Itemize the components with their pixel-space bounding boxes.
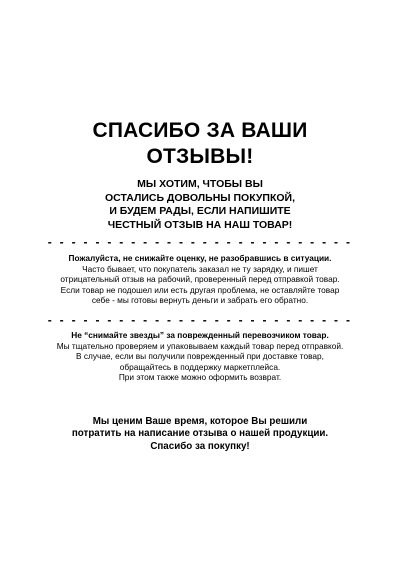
dashed-divider: - - - - - - - - - - - - - - - - - - - - - - - - - -	[47, 313, 353, 327]
section-text-line: Мы тщательно проверяем и упаковываем каждый товар перед отправкой.	[56, 340, 344, 351]
closing-line: Мы ценим Ваше время, которое Вы решили	[92, 416, 308, 427]
section-heading: Не “снимайте звезды” за поврежденный перевозчиком товар.	[71, 330, 329, 340]
title-line: СПАСИБО ЗА ВАШИ	[92, 119, 308, 142]
damaged-goods-section	[0, 330, 400, 383]
closing-line: потратить на написание отзыва о нашей продукции.	[71, 428, 329, 440]
section-text-line: себе - мы готовы вернуть деньги и забрать его обратно.	[91, 295, 309, 306]
section-text-line: Если товар не подошел или есть другая проблема, не оставляйте товар	[60, 284, 340, 295]
subtitle-line: И БУДЕМ РАДЫ, ЕСЛИ НАПИШИТЕ	[109, 205, 291, 217]
subtitle-line: ОСТАЛИСЬ ДОВОЛЬНЫ ПОКУПКОЙ,	[105, 191, 295, 204]
section-text-line: В случае, если вы получили поврежденный при доставке товар,	[76, 351, 324, 362]
dashed-divider: - - - - - - - - - - - - - - - - - - - - - - - - - -	[47, 235, 353, 249]
section-text-line: При этом также можно оформить возврат.	[118, 372, 282, 383]
section-text-line: обращайтесь в поддержку маркетплейса.	[119, 361, 281, 372]
section-text-line: Часто бывает, что покупатель заказал не ту зарядку, и пишет	[82, 263, 318, 274]
subtitle-line: МЫ ХОТИМ, ЧТОБЫ ВЫ	[137, 178, 263, 190]
closing-message	[0, 416, 400, 453]
subtitle-line: ЧЕСТНЫЙ ОТЗЫВ НА НАШ ТОВАР!	[107, 218, 293, 231]
section-text-line: отрицательный отзыв на рабочий, проверенный перед отправкой товар.	[60, 274, 340, 285]
closing-line: Спасибо за покупку!	[150, 440, 250, 452]
title-line: ОТЗЫВЫ!	[146, 145, 254, 168]
page-title	[0, 118, 400, 170]
subtitle	[0, 178, 400, 232]
rating-request-section	[0, 253, 400, 306]
section-heading: Пожалуйста, не снижайте оценку, не разобравшись в ситуации.	[68, 253, 332, 263]
